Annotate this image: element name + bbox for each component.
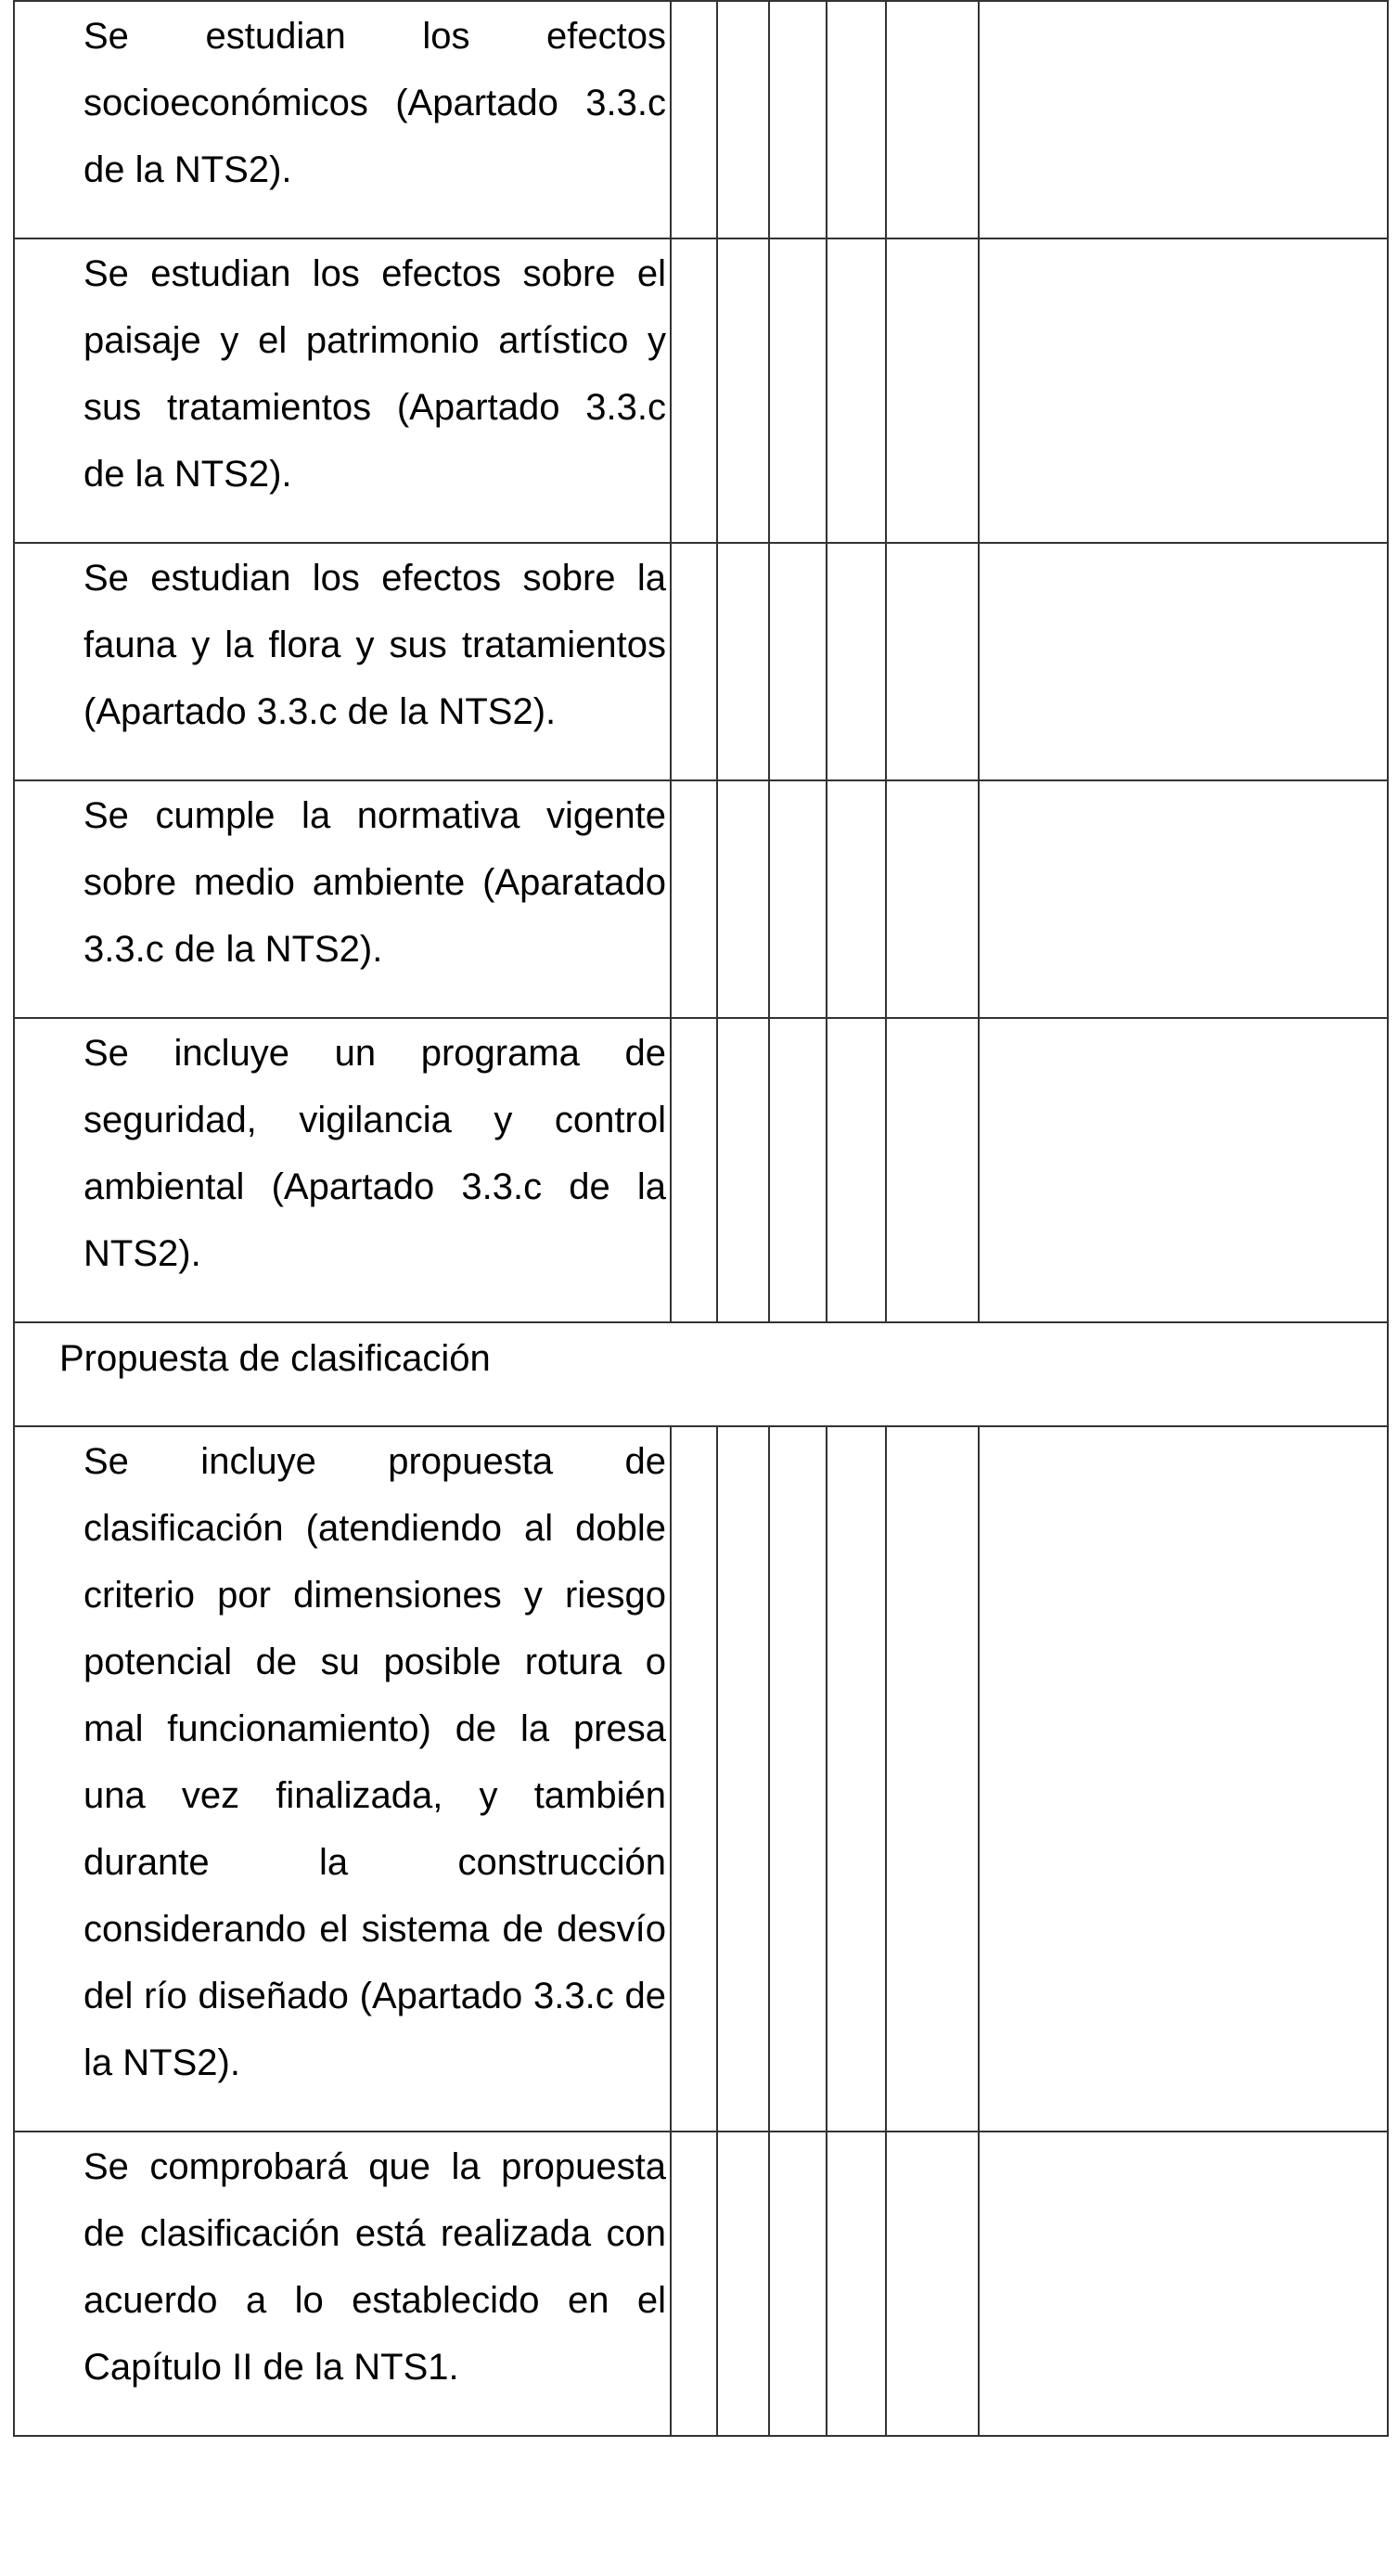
check-cell[interactable]: [886, 238, 979, 543]
check-cell[interactable]: [671, 2132, 717, 2436]
check-cell[interactable]: [717, 1018, 769, 1322]
check-cell[interactable]: [671, 238, 717, 543]
observations-cell[interactable]: [979, 1, 1388, 238]
observations-cell[interactable]: [979, 2132, 1388, 2436]
check-cell[interactable]: [769, 543, 827, 780]
criterion-cell: Se estudian los efectos sobre el paisaje y el patrimonio artístico y sus tratamientos (Apartado 3.3.c de la NTS2).: [14, 238, 671, 543]
check-cell[interactable]: [671, 1018, 717, 1322]
criterion-cell: Se incluye un programa de seguridad, vigilancia y control ambiental (Apartado 3.3.c de la NTS2).: [14, 1018, 671, 1322]
check-cell[interactable]: [886, 2132, 979, 2436]
check-cell[interactable]: [827, 1018, 886, 1322]
criterion-cell: Se estudian los efectos sobre la fauna y la flora y sus tratamientos (Apartado 3.3.c de la NTS2).: [14, 543, 671, 780]
table-row: [14, 543, 1388, 780]
criterion-cell: Se estudian los efectos socioeconómicos (Apartado 3.3.c de la NTS2).: [14, 1, 671, 238]
check-cell[interactable]: [827, 2132, 886, 2436]
check-cell[interactable]: [769, 1, 827, 238]
checklist-table: [13, 0, 1389, 2437]
check-cell[interactable]: [717, 780, 769, 1018]
check-cell[interactable]: [886, 1018, 979, 1322]
section-header-row: [14, 1322, 1388, 1426]
check-cell[interactable]: [717, 2132, 769, 2436]
check-cell[interactable]: [827, 1426, 886, 2132]
check-cell[interactable]: [769, 238, 827, 543]
criterion-cell: Se incluye propuesta de clasificación (atendiendo al doble criterio por dimensiones y riesgo potencial de su posible rotura o mal funcionamiento) de la presa una vez finalizada, y también durante la construcción considerando el sistema de desvío del río diseñado (Apartado 3.3.c de la NTS2).: [14, 1426, 671, 2132]
observations-cell[interactable]: [979, 238, 1388, 543]
criterion-cell: Se comprobará que la propuesta de clasificación está realizada con acuerdo a lo establecido en el Capítulo II de la NTS1.: [14, 2132, 671, 2436]
observations-cell[interactable]: [979, 780, 1388, 1018]
check-cell[interactable]: [886, 1426, 979, 2132]
check-cell[interactable]: [717, 543, 769, 780]
check-cell[interactable]: [717, 1426, 769, 2132]
table-row: [14, 1018, 1388, 1322]
check-cell[interactable]: [886, 780, 979, 1018]
check-cell[interactable]: [717, 1, 769, 238]
table-row: [14, 238, 1388, 543]
table-row: [14, 1426, 1388, 2132]
check-cell[interactable]: [827, 543, 886, 780]
criterion-cell: Se cumple la normativa vigente sobre medio ambiente (Aparatado 3.3.c de la NTS2).: [14, 780, 671, 1018]
check-cell[interactable]: [827, 1, 886, 238]
observations-cell[interactable]: [979, 1426, 1388, 2132]
check-cell[interactable]: [769, 1426, 827, 2132]
check-cell[interactable]: [671, 1, 717, 238]
table-row: [14, 1, 1388, 238]
table-row: [14, 2132, 1388, 2436]
check-cell[interactable]: [717, 238, 769, 543]
check-cell[interactable]: [671, 780, 717, 1018]
check-cell[interactable]: [769, 780, 827, 1018]
check-cell[interactable]: [827, 238, 886, 543]
observations-cell[interactable]: [979, 543, 1388, 780]
check-cell[interactable]: [827, 780, 886, 1018]
check-cell[interactable]: [886, 1, 979, 238]
check-cell[interactable]: [671, 543, 717, 780]
check-cell[interactable]: [769, 2132, 827, 2436]
table-row: [14, 780, 1388, 1018]
check-cell[interactable]: [886, 543, 979, 780]
observations-cell[interactable]: [979, 1018, 1388, 1322]
section-title: Propuesta de clasificación: [14, 1322, 1388, 1426]
check-cell[interactable]: [671, 1426, 717, 2132]
check-cell[interactable]: [769, 1018, 827, 1322]
